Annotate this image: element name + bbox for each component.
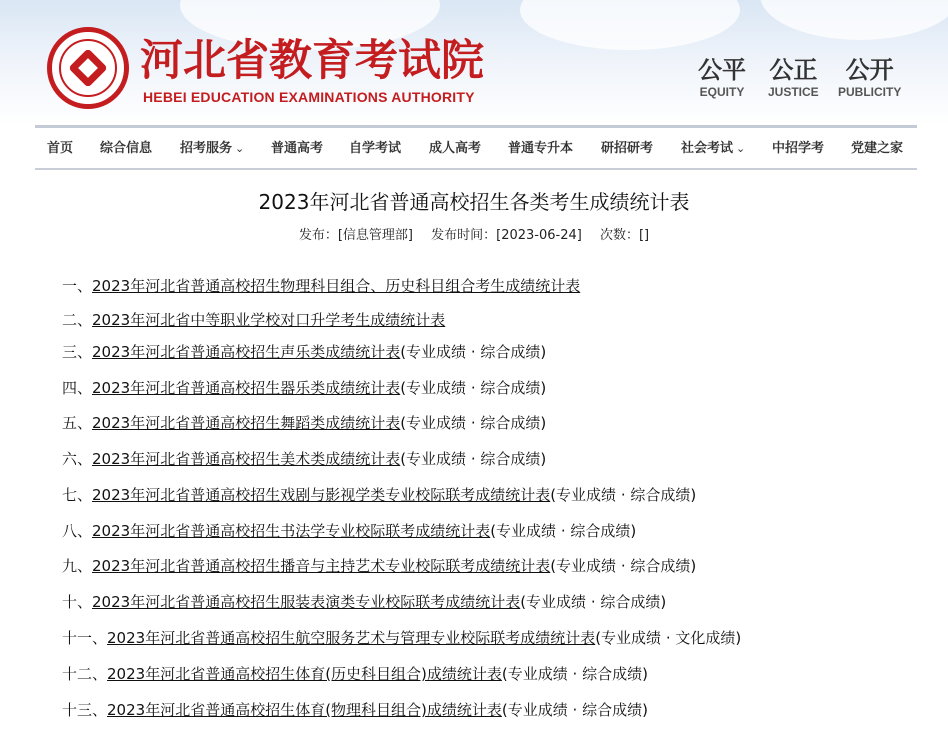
nav-item-label: 成人高考 [429, 141, 482, 156]
motto-publicity [838, 55, 901, 99]
item-link[interactable]: 2023年河北省普通高校招生体育(历史科目组合)成绩统计表 [107, 665, 502, 683]
nav-item-graduate[interactable] [601, 128, 653, 168]
site-header [0, 0, 948, 125]
list-item [62, 556, 696, 576]
nav-item-general-info[interactable] [100, 128, 152, 168]
nav-item-label: 社会考试 [681, 141, 734, 156]
nav-item-label: 党建之家 [851, 141, 904, 156]
item-link[interactable]: 2023年河北省普通高校招生播音与主持艺术专业校际联考成绩统计表 [92, 557, 551, 575]
motto-equity [698, 55, 746, 99]
item-note: (专业成绩 · 综合成绩) [520, 593, 667, 611]
item-note: (专业成绩 · 综合成绩) [501, 665, 648, 683]
item-link[interactable]: 2023年河北省普通高校招生物理科目组合、历史科目组合考生成绩统计表 [92, 277, 581, 295]
item-number: 八、 [62, 522, 93, 540]
article-publish-time: 发布时间：[2023-06-24] [431, 228, 582, 243]
org-name-cn: 河北省教育考试院 [140, 36, 484, 86]
nav-item-label: 首页 [47, 141, 74, 156]
list-item [62, 342, 546, 362]
article-publisher: 发布：[信息管理部] [298, 228, 413, 243]
item-link[interactable]: 2023年河北省普通高校招生器乐类成绩统计表 [92, 379, 401, 397]
main-nav [35, 128, 917, 170]
page-title: 2023年河北省普通高校招生各类考生成绩统计表 [258, 190, 690, 214]
motto-cn: 公开 [845, 56, 894, 84]
item-number: 十、 [62, 593, 93, 611]
list-item [62, 276, 580, 296]
item-link[interactable]: 2023年河北省普通高校招生戏剧与影视学类专业校际联考成绩统计表 [92, 486, 551, 504]
list-item [62, 628, 741, 648]
list-item [62, 592, 666, 612]
list-item [62, 449, 546, 469]
item-link[interactable]: 2023年河北省普通高校招生舞蹈类成绩统计表 [92, 414, 401, 432]
item-number: 十三、 [62, 701, 108, 719]
nav-item-exam-services[interactable] [180, 128, 244, 168]
motto-en: PUBLICITY [838, 85, 902, 99]
nav-item-label: 综合信息 [100, 141, 153, 156]
nav-item-social-exam[interactable] [681, 128, 745, 168]
item-number: 一、 [62, 277, 93, 295]
item-number: 九、 [62, 557, 93, 575]
item-number: 二、 [62, 311, 93, 329]
motto-justice [768, 55, 819, 99]
list-item [62, 485, 696, 505]
nav-item-zhongkao[interactable] [772, 128, 824, 168]
list-item [62, 413, 546, 433]
nav-item-label: 普通高考 [271, 141, 324, 156]
nav-item-adult-exam[interactable] [429, 128, 481, 168]
nav-item-party[interactable] [851, 128, 903, 168]
item-link[interactable]: 2023年河北省中等职业学校对口升学考生成绩统计表 [92, 311, 446, 329]
item-number: 七、 [62, 486, 93, 504]
nav-item-upgrade[interactable] [508, 128, 573, 168]
item-link[interactable]: 2023年河北省普通高校招生美术类成绩统计表 [92, 450, 401, 468]
item-link[interactable]: 2023年河北省普通高校招生航空服务艺术与管理专业校际联考成绩统计表 [107, 629, 596, 647]
item-number: 四、 [62, 379, 93, 397]
item-note: (专业成绩 · 综合成绩) [490, 522, 637, 540]
chevron-down-icon: ⌄ [736, 142, 746, 155]
item-note: (专业成绩 · 综合成绩) [400, 414, 547, 432]
item-number: 十一、 [62, 629, 108, 647]
nav-item-label: 普通专升本 [508, 141, 574, 156]
list-item [62, 700, 648, 720]
motto-cn: 公平 [698, 56, 746, 84]
list-item [62, 378, 546, 398]
chevron-down-icon: ⌄ [235, 142, 245, 155]
motto-en: JUSTICE [768, 85, 819, 99]
item-note: (专业成绩 · 文化成绩) [595, 629, 742, 647]
item-link[interactable]: 2023年河北省普通高校招生服装表演类专业校际联考成绩统计表 [92, 593, 521, 611]
motto-en: EQUITY [699, 85, 745, 99]
item-note: (专业成绩 · 综合成绩) [400, 343, 547, 361]
article-views: 次数：[] [599, 228, 650, 243]
nav-item-label: 招考服务 [180, 141, 233, 156]
item-link[interactable]: 2023年河北省普通高校招生书法学专业校际联考成绩统计表 [92, 522, 491, 540]
nav-item-self-study[interactable] [349, 128, 401, 168]
item-link[interactable]: 2023年河北省普通高校招生声乐类成绩统计表 [92, 343, 401, 361]
motto-cn: 公正 [769, 56, 818, 84]
org-name-en: HEBEI EDUCATION EXAMINATIONS AUTHORITY [143, 89, 475, 105]
item-number: 五、 [62, 414, 93, 432]
item-number: 三、 [62, 343, 93, 361]
item-note: (专业成绩 · 综合成绩) [400, 379, 547, 397]
nav-item-gaokao[interactable] [271, 128, 323, 168]
nav-item-label: 自学考试 [349, 141, 402, 156]
list-item [62, 521, 636, 541]
item-number: 十二、 [62, 665, 108, 683]
article-meta [0, 224, 948, 243]
list-item [62, 310, 445, 330]
nav-item-label: 中招学考 [772, 141, 825, 156]
nav-item-label: 研招研考 [601, 141, 654, 156]
item-note: (专业成绩 · 综合成绩) [400, 450, 547, 468]
nav-item-home[interactable] [47, 128, 73, 168]
item-note: (专业成绩 · 综合成绩) [550, 557, 697, 575]
item-note: (专业成绩 · 综合成绩) [501, 701, 648, 719]
item-number: 六、 [62, 450, 93, 468]
org-seal-logo[interactable] [47, 27, 129, 109]
item-note: (专业成绩 · 综合成绩) [550, 486, 697, 504]
list-item [62, 664, 648, 684]
item-link[interactable]: 2023年河北省普通高校招生体育(物理科目组合)成绩统计表 [107, 701, 502, 719]
